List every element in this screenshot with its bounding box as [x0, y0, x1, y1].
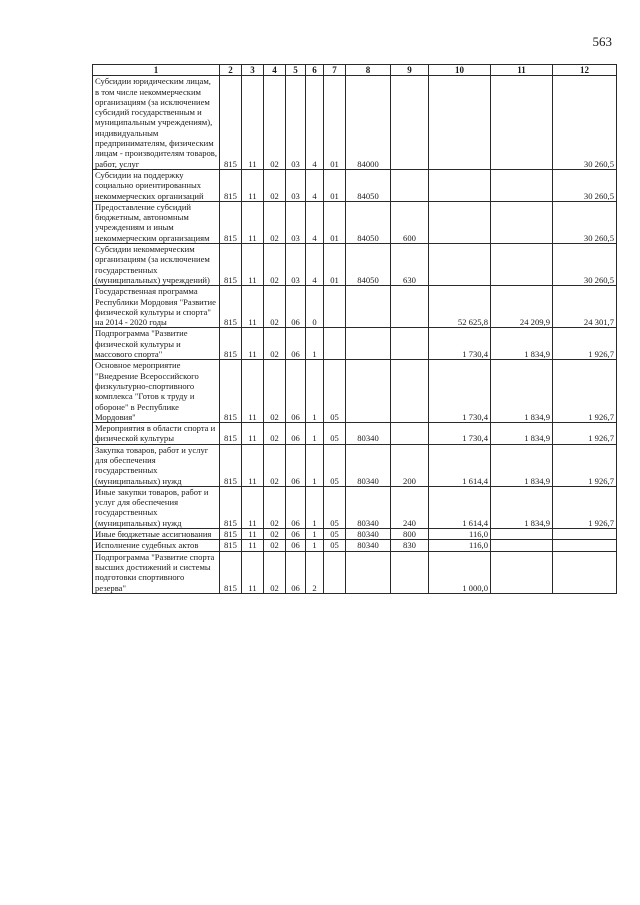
subsection-cell: 02 [264, 201, 286, 243]
amount-cell: 1 730,4 [429, 360, 491, 423]
subprogram-cell: 1 [306, 529, 324, 540]
amount-cell [429, 201, 491, 243]
direction-cell [346, 360, 391, 423]
section-cell: 11 [242, 244, 264, 286]
direction-cell: 84050 [346, 244, 391, 286]
expense-type-cell: 800 [391, 529, 429, 540]
measure-cell: 01 [324, 169, 346, 201]
expense-type-cell [391, 360, 429, 423]
direction-cell: 80340 [346, 423, 391, 445]
table-header [93, 65, 617, 76]
amount-cell [491, 551, 553, 593]
column-header: 7 [324, 65, 346, 76]
amount-cell: 1 614,4 [429, 444, 491, 486]
column-header: 6 [306, 65, 324, 76]
subprogram-cell: 4 [306, 76, 324, 170]
section-cell: 11 [242, 76, 264, 170]
direction-cell: 84050 [346, 201, 391, 243]
section-cell: 11 [242, 551, 264, 593]
section-cell: 11 [242, 360, 264, 423]
subsection-cell: 02 [264, 244, 286, 286]
program-cell: 06 [286, 551, 306, 593]
page-number: 563 [592, 34, 612, 49]
amount-cell [429, 244, 491, 286]
name-cell: Закупка товаров, работ и услуг для обеспечения государственных (муниципальных) нужд [93, 444, 220, 486]
measure-cell [324, 328, 346, 360]
measure-cell: 05 [324, 423, 346, 445]
program-cell: 06 [286, 540, 306, 551]
amount-cell: 1 834,9 [491, 360, 553, 423]
column-header: 5 [286, 65, 306, 76]
program-cell: 03 [286, 201, 306, 243]
amount-cell: 1 926,7 [553, 444, 617, 486]
name-cell: Мероприятия в области спорта и физической культуры [93, 423, 220, 445]
table-row [93, 244, 617, 286]
section-cell: 11 [242, 328, 264, 360]
amount-cell: 1 926,7 [553, 328, 617, 360]
expense-type-cell [391, 328, 429, 360]
expense-type-cell: 240 [391, 486, 429, 528]
amount-cell [491, 244, 553, 286]
table-row [93, 328, 617, 360]
name-cell: Иные бюджетные ассигнования [93, 529, 220, 540]
subsection-cell: 02 [264, 540, 286, 551]
amount-cell [553, 551, 617, 593]
column-header: 2 [220, 65, 242, 76]
program-cell: 06 [286, 286, 306, 328]
admin-code-cell: 815 [220, 444, 242, 486]
name-cell: Подпрограмма "Развитие спорта высших достижений и системы подготовки спортивного резерва" [93, 551, 220, 593]
measure-cell: 01 [324, 201, 346, 243]
program-cell: 03 [286, 244, 306, 286]
section-cell: 11 [242, 486, 264, 528]
direction-cell: 80340 [346, 486, 391, 528]
table-row [93, 486, 617, 528]
program-cell: 06 [286, 529, 306, 540]
subsection-cell: 02 [264, 76, 286, 170]
column-header: 10 [429, 65, 491, 76]
measure-cell: 01 [324, 244, 346, 286]
amount-cell [491, 529, 553, 540]
amount-cell: 30 260,5 [553, 169, 617, 201]
direction-cell: 80340 [346, 529, 391, 540]
table-row [93, 76, 617, 170]
subsection-cell: 02 [264, 529, 286, 540]
admin-code-cell: 815 [220, 486, 242, 528]
measure-cell: 01 [324, 76, 346, 170]
name-cell: Субсидии некоммерческим организациям (за исключением государственных (муниципальных) учреждений) [93, 244, 220, 286]
measure-cell: 05 [324, 529, 346, 540]
direction-cell: 80340 [346, 540, 391, 551]
amount-cell: 1 614,4 [429, 486, 491, 528]
amount-cell [491, 169, 553, 201]
table-row [93, 286, 617, 328]
amount-cell [553, 529, 617, 540]
table-row [93, 551, 617, 593]
subsection-cell: 02 [264, 328, 286, 360]
measure-cell: 05 [324, 444, 346, 486]
amount-cell: 24 301,7 [553, 286, 617, 328]
subsection-cell: 02 [264, 286, 286, 328]
direction-cell: 84050 [346, 169, 391, 201]
measure-cell: 05 [324, 540, 346, 551]
expense-type-cell: 830 [391, 540, 429, 551]
admin-code-cell: 815 [220, 551, 242, 593]
header-row [93, 65, 617, 76]
column-header: 3 [242, 65, 264, 76]
direction-cell: 84000 [346, 76, 391, 170]
amount-cell: 1 730,4 [429, 328, 491, 360]
admin-code-cell: 815 [220, 169, 242, 201]
subsection-cell: 02 [264, 486, 286, 528]
table-row [93, 529, 617, 540]
subsection-cell: 02 [264, 551, 286, 593]
name-cell: Субсидии на поддержку социально ориентированных некоммерческих организаций [93, 169, 220, 201]
direction-cell: 80340 [346, 444, 391, 486]
program-cell: 06 [286, 328, 306, 360]
amount-cell [491, 76, 553, 170]
section-cell: 11 [242, 169, 264, 201]
table-row [93, 360, 617, 423]
table-row [93, 169, 617, 201]
subsection-cell: 02 [264, 360, 286, 423]
program-cell: 03 [286, 169, 306, 201]
amount-cell: 52 625,8 [429, 286, 491, 328]
program-cell: 06 [286, 444, 306, 486]
subprogram-cell: 4 [306, 169, 324, 201]
amount-cell [491, 540, 553, 551]
measure-cell [324, 286, 346, 328]
amount-cell: 116,0 [429, 540, 491, 551]
name-cell: Субсидии юридическим лицам, в том числе некоммерческим организациям (за исключением субсидий государственным и муниципальным учреждениям), индивидуальным предпринимателям, физическим лицам - производителям товаров, работ, услуг [93, 76, 220, 170]
amount-cell: 1 926,7 [553, 423, 617, 445]
program-cell: 06 [286, 360, 306, 423]
table-row [93, 423, 617, 445]
section-cell: 11 [242, 201, 264, 243]
amount-cell [553, 540, 617, 551]
admin-code-cell: 815 [220, 76, 242, 170]
amount-cell: 1 834,9 [491, 328, 553, 360]
section-cell: 11 [242, 423, 264, 445]
amount-cell: 1 730,4 [429, 423, 491, 445]
budget-table [92, 64, 617, 594]
subprogram-cell: 1 [306, 328, 324, 360]
table-row [93, 444, 617, 486]
expense-type-cell [391, 76, 429, 170]
admin-code-cell: 815 [220, 286, 242, 328]
program-cell: 06 [286, 423, 306, 445]
section-cell: 11 [242, 286, 264, 328]
name-cell: Подпрограмма "Развитие физической культуры и массового спорта" [93, 328, 220, 360]
measure-cell: 05 [324, 360, 346, 423]
name-cell: Иные закупки товаров, работ и услуг для обеспечения государственных (муниципальных) нужд [93, 486, 220, 528]
subprogram-cell: 1 [306, 444, 324, 486]
amount-cell: 1 926,7 [553, 360, 617, 423]
section-cell: 11 [242, 444, 264, 486]
direction-cell [346, 286, 391, 328]
table-row [93, 540, 617, 551]
column-header: 9 [391, 65, 429, 76]
amount-cell: 24 209,9 [491, 286, 553, 328]
amount-cell: 1 834,9 [491, 486, 553, 528]
subprogram-cell: 4 [306, 201, 324, 243]
subprogram-cell: 0 [306, 286, 324, 328]
amount-cell: 30 260,5 [553, 76, 617, 170]
expense-type-cell: 630 [391, 244, 429, 286]
subprogram-cell: 1 [306, 423, 324, 445]
measure-cell: 05 [324, 486, 346, 528]
subsection-cell: 02 [264, 169, 286, 201]
program-cell: 03 [286, 76, 306, 170]
amount-cell: 116,0 [429, 529, 491, 540]
amount-cell: 30 260,5 [553, 201, 617, 243]
admin-code-cell: 815 [220, 328, 242, 360]
name-cell: Предоставление субсидий бюджетным, автономным учреждениям и иным некоммерческим организациям [93, 201, 220, 243]
name-cell: Государственная программа Республики Мордовия "Развитие физической культуры и спорта" на 2014 - 2020 годы [93, 286, 220, 328]
name-cell: Основное мероприятие "Внедрение Всероссийского физкультурно-спортивного комплекса "Готов к труду и обороне" в Республике Мордовия" [93, 360, 220, 423]
amount-cell: 1 000,0 [429, 551, 491, 593]
admin-code-cell: 815 [220, 529, 242, 540]
amount-cell [429, 169, 491, 201]
amount-cell [491, 201, 553, 243]
expense-type-cell: 600 [391, 201, 429, 243]
name-cell: Исполнение судебных актов [93, 540, 220, 551]
table-body [93, 76, 617, 594]
subprogram-cell: 1 [306, 486, 324, 528]
amount-cell: 30 260,5 [553, 244, 617, 286]
expense-type-cell [391, 169, 429, 201]
expense-type-cell [391, 551, 429, 593]
admin-code-cell: 815 [220, 540, 242, 551]
direction-cell [346, 328, 391, 360]
admin-code-cell: 815 [220, 244, 242, 286]
subprogram-cell: 1 [306, 360, 324, 423]
subprogram-cell: 2 [306, 551, 324, 593]
column-header: 1 [93, 65, 220, 76]
direction-cell [346, 551, 391, 593]
section-cell: 11 [242, 540, 264, 551]
amount-cell: 1 834,9 [491, 444, 553, 486]
admin-code-cell: 815 [220, 423, 242, 445]
measure-cell [324, 551, 346, 593]
expense-type-cell [391, 423, 429, 445]
amount-cell [429, 76, 491, 170]
column-header: 4 [264, 65, 286, 76]
admin-code-cell: 815 [220, 360, 242, 423]
column-header: 12 [553, 65, 617, 76]
section-cell: 11 [242, 529, 264, 540]
amount-cell: 1 834,9 [491, 423, 553, 445]
subsection-cell: 02 [264, 423, 286, 445]
expense-type-cell: 200 [391, 444, 429, 486]
subprogram-cell: 1 [306, 540, 324, 551]
program-cell: 06 [286, 486, 306, 528]
table-row [93, 201, 617, 243]
column-header: 8 [346, 65, 391, 76]
admin-code-cell: 815 [220, 201, 242, 243]
column-header: 11 [491, 65, 553, 76]
subsection-cell: 02 [264, 444, 286, 486]
expense-type-cell [391, 286, 429, 328]
amount-cell: 1 926,7 [553, 486, 617, 528]
subprogram-cell: 4 [306, 244, 324, 286]
